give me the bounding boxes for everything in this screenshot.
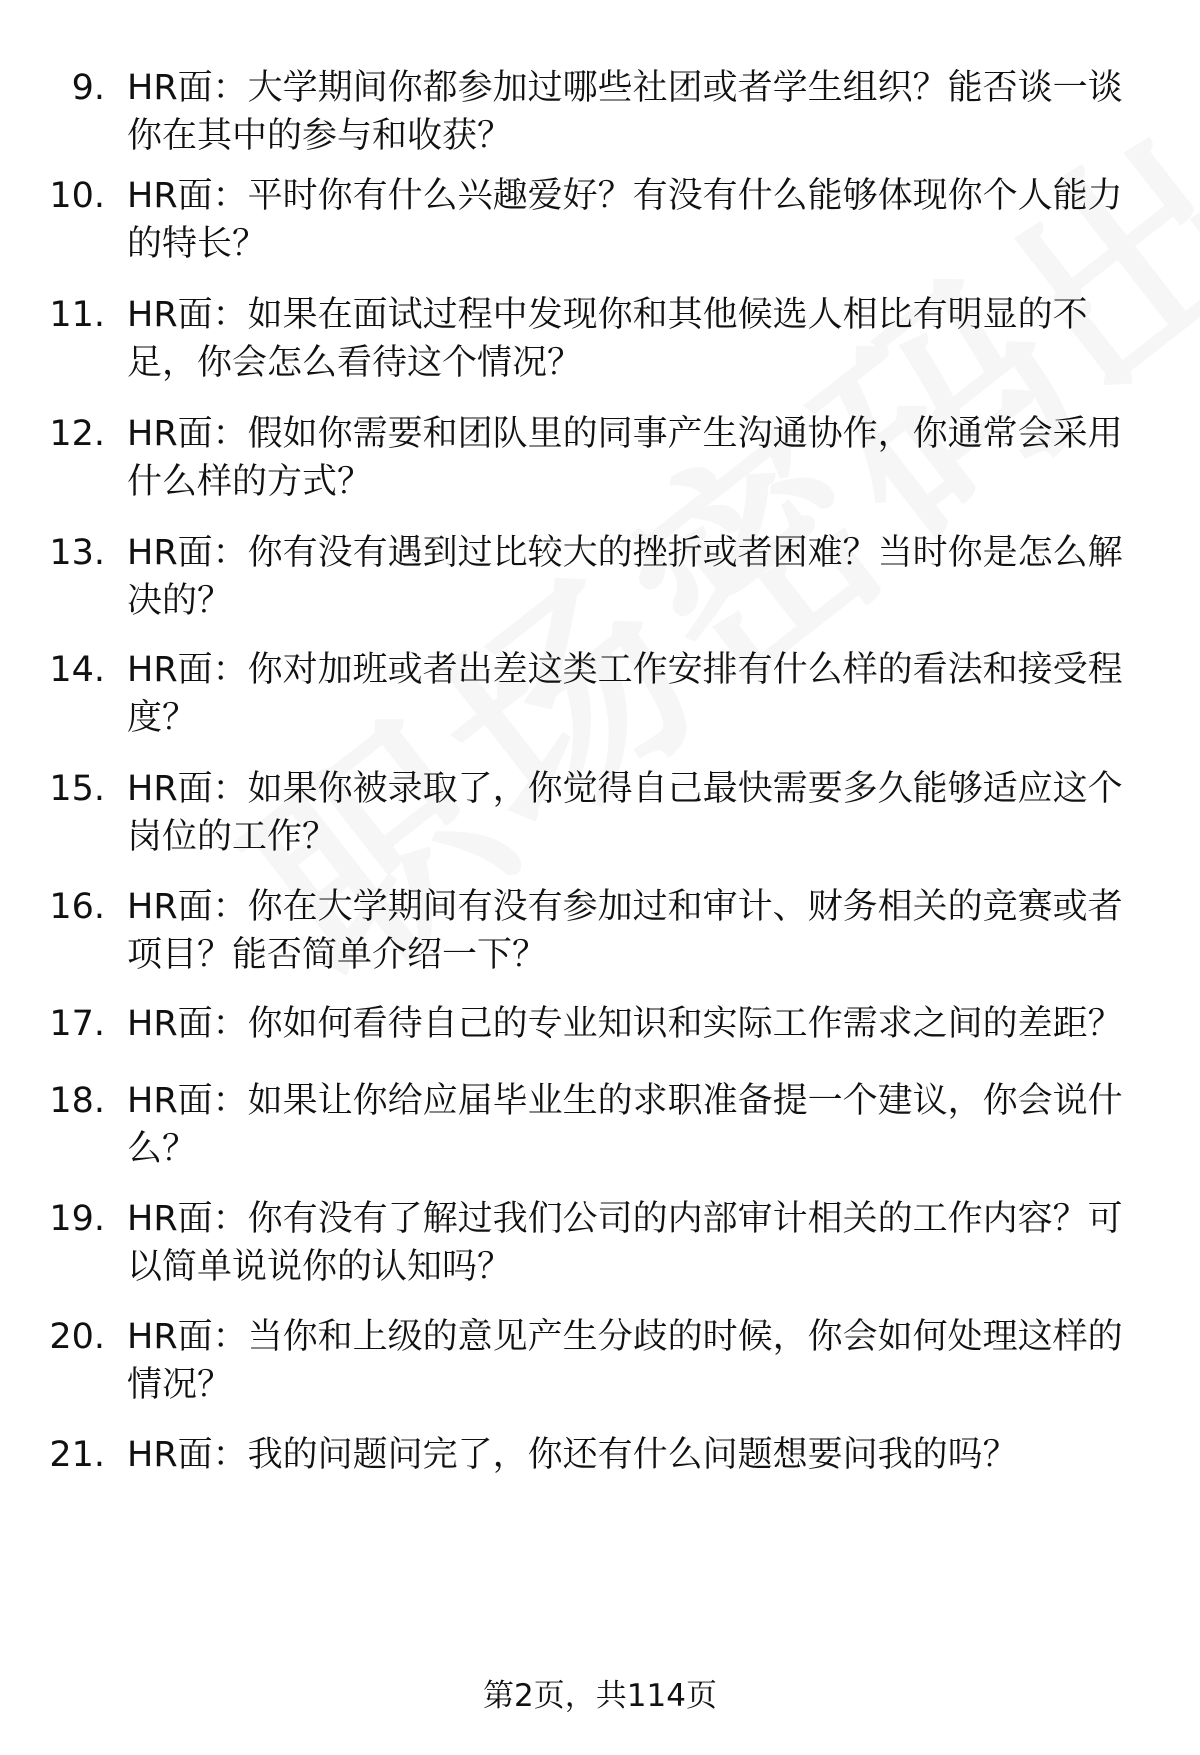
question-text: HR面：大学期间你都参加过哪些社团或者学生组织？能否谈一谈你在其中的参与和收获？ <box>127 68 1123 156</box>
question-text: HR面：你对加班或者出差这类工作安排有什么样的看法和接受程度？ <box>127 650 1123 738</box>
question-text: HR面：你有没有了解过我们公司的内部审计相关的工作内容？可以简单说说你的认知吗？ <box>127 1199 1123 1287</box>
question-number: 19. <box>49 1199 105 1239</box>
question-number: 21. <box>49 1435 105 1475</box>
question-text: HR面：你有没有遇到过比较大的挫折或者困难？当时你是怎么解决的？ <box>127 533 1123 621</box>
question-number: 16. <box>49 887 105 927</box>
question-number: 9. <box>71 68 105 108</box>
question-number: 12. <box>49 414 105 454</box>
question-number: 20. <box>49 1317 105 1357</box>
question-text: HR面：如果让你给应届毕业生的求职准备提一个建议，你会说什么？ <box>127 1081 1123 1169</box>
question-text: HR面：我的问题问完了，你还有什么问题想要问我的吗？ <box>127 1435 1018 1475</box>
question-number: 11. <box>49 295 105 335</box>
question-number: 15. <box>49 769 105 809</box>
question-number: 14. <box>49 650 105 690</box>
question-number: 10. <box>49 176 105 216</box>
question-text: HR面：当你和上级的意见产生分歧的时候，你会如何处理这样的情况？ <box>127 1317 1123 1405</box>
question-number: 18. <box>49 1081 105 1121</box>
question-number: 13. <box>49 533 105 573</box>
question-text: HR面：假如你需要和团队里的同事产生沟通协作，你通常会采用什么样的方式？ <box>127 414 1123 502</box>
question-text: HR面：如果在面试过程中发现你和其他候选人相比有明显的不足，你会怎么看待这个情况？ <box>127 295 1088 383</box>
question-text: HR面：平时你有什么兴趣爱好？有没有什么能够体现你个人能力的特长？ <box>127 176 1123 264</box>
question-number: 17. <box>49 1004 105 1044</box>
question-text: HR面：你在大学期间有没有参加过和审计、财务相关的竞赛或者项目？能否简单介绍一下？ <box>127 887 1123 975</box>
page-footer: 第2页，共114页 <box>483 1678 717 1714</box>
question-text: HR面：如果你被录取了，你觉得自己最快需要多久能够适应这个岗位的工作？ <box>127 769 1123 857</box>
question-text: HR面：你如何看待自己的专业知识和实际工作需求之间的差距？ <box>127 1004 1123 1044</box>
